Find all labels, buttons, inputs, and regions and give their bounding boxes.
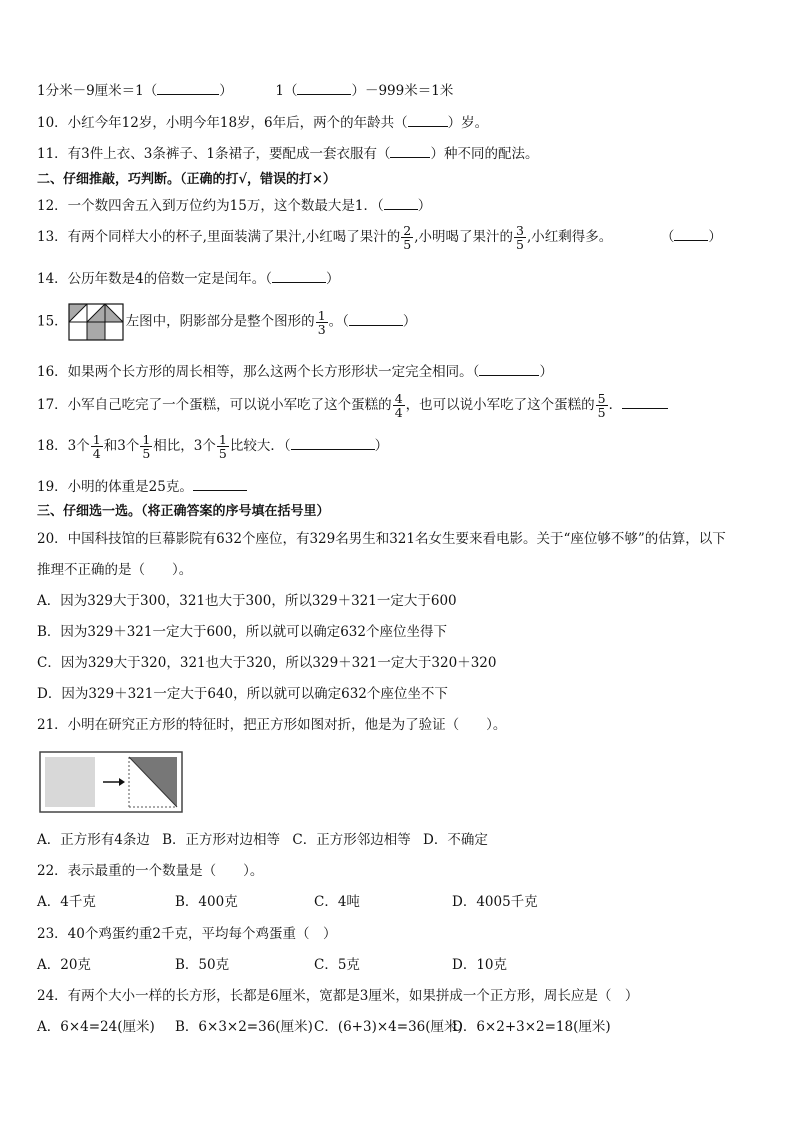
answer-blank[interactable]: [674, 228, 708, 241]
option-b[interactable]: B．6×3×2=36(厘米): [175, 1019, 313, 1035]
question-17: [37, 392, 668, 419]
answer-blank[interactable]: [297, 82, 351, 95]
question-21: 21．小明在研究正方形的特征时，把正方形如图对折，他是为了验证（ ）。: [37, 717, 507, 733]
q15-text: 左图中，阴影部分是整个图形的: [125, 313, 315, 330]
q17-text-a: 17．小军自己吃完了一个蛋糕，可以说小军吃了这个蛋糕的: [37, 397, 392, 413]
q13-text-b: ,小明喝了果汁的: [414, 229, 514, 245]
q13-paren-end: ）: [708, 229, 722, 245]
q12-end: ）: [417, 198, 432, 214]
q10-end: ）岁。: [447, 115, 489, 131]
fraction: $\frac{3}{5}$: [516, 223, 524, 252]
answer-blank[interactable]: [291, 437, 375, 450]
option-d[interactable]: D．10克: [452, 957, 508, 973]
q9-part1-end: ）: [219, 83, 233, 99]
q16-end: ）: [539, 364, 553, 380]
q17-text-c: ．: [608, 397, 623, 413]
option-c[interactable]: C．4吨: [314, 894, 360, 910]
q16-text: 16．如果两个长方形的周长相等，那么这两个长方形形状一定完全相同。（: [37, 364, 480, 380]
option-d[interactable]: D．因为329＋321一定大于640，所以就可以确定632个座位坐不下: [37, 686, 448, 702]
q9-part2: 1（: [275, 83, 298, 99]
answer-blank[interactable]: [479, 363, 539, 376]
question-11: [37, 145, 538, 163]
q13-text-a: 13．有两个同样大小的杯子,里面装满了果汁,小红喝了果汁的: [37, 229, 401, 245]
fraction: $\frac{4}{4}$: [394, 391, 403, 420]
q14-text: 14．公历年数是4的倍数一定是闰年。（: [37, 271, 273, 287]
option-a[interactable]: A．因为329大于300，321也大于300，所以329＋321一定大于600: [37, 593, 457, 609]
q15-end: ）: [402, 313, 417, 330]
option-c[interactable]: C．正方形邻边相等: [292, 832, 411, 848]
q13-text-c: ,小红剩得多。: [526, 229, 613, 245]
q11-text: 11．有3件上衣、3条裤子、1条裙子，要配成一套衣服有（: [37, 146, 391, 162]
option-b[interactable]: B．50克: [175, 957, 230, 973]
option-c[interactable]: C．5克: [314, 957, 360, 973]
question-24: 24．有两个大小一样的长方形，长都是6厘米，宽都是3厘米，如果拼成一个正方形，周长应是（ ）: [37, 988, 639, 1004]
q18-text-b: 和3个: [103, 438, 140, 454]
option-a[interactable]: A．6×4=24(厘米): [37, 1019, 155, 1035]
section-3-heading: 三、仔细选一选。（将正确答案的序号填在括号里）: [37, 504, 330, 519]
answer-blank[interactable]: [408, 114, 448, 127]
question-16: [37, 363, 553, 381]
question-20-line-2: 推理不正确的是（ ）。: [37, 562, 193, 578]
answer-blank[interactable]: [272, 270, 326, 283]
answer-blank[interactable]: [390, 145, 430, 158]
option-a[interactable]: A．正方形有4条边: [37, 832, 150, 848]
option-c[interactable]: C．因为329大于320，321也大于320，所以329＋321一定大于320＋320: [37, 655, 497, 671]
fraction: $\frac{1}{5}$: [218, 432, 227, 461]
fraction: $\frac{2}{5}$: [403, 223, 412, 252]
answer-blank[interactable]: [384, 197, 418, 210]
question-10: [37, 114, 488, 132]
q12-text: 12．一个数四舍五入到万位约为15万，这个数最大是1．（: [37, 198, 384, 214]
q15-number: 15．: [37, 313, 68, 330]
option-a[interactable]: A．20克: [37, 957, 91, 973]
q11-end: ）种不同的配法。: [430, 146, 539, 162]
option-b[interactable]: B．因为329＋321一定大于600，所以就可以确定632个座位坐得下: [37, 624, 447, 640]
q15-paren: 。（: [328, 313, 349, 330]
option-b[interactable]: B．正方形对边相等: [162, 832, 281, 848]
question-13: [37, 224, 722, 251]
option-d[interactable]: D．不确定: [423, 832, 488, 848]
section-2-heading: 二、仔细推敲，巧判断。（正确的打√，错误的打×）: [37, 172, 336, 187]
q17-text-b: ，也可以说小军吃了这个蛋糕的: [405, 397, 595, 413]
q13-paren: （: [660, 229, 675, 245]
question-19: [37, 478, 247, 496]
q18-text-a: 18．3个: [37, 438, 90, 454]
question-12: [37, 197, 431, 215]
question-21-options: [37, 831, 488, 849]
question-15: [37, 303, 416, 341]
square-folding-figure: [39, 751, 183, 813]
question-14: [37, 270, 340, 288]
option-c[interactable]: C．(6+3)×4=36(厘米): [314, 1019, 463, 1035]
fraction: $\frac{5}{5}$: [597, 391, 606, 420]
answer-blank[interactable]: [622, 396, 668, 409]
fraction: $\frac{1}{5}$: [142, 432, 151, 461]
q18-end: ）: [374, 438, 389, 454]
answer-blank[interactable]: [157, 82, 219, 95]
answer-blank[interactable]: [349, 313, 403, 326]
shaded-squares-figure: [68, 303, 126, 341]
q9-part1: 1分米－9厘米＝1（: [37, 83, 158, 99]
option-d[interactable]: D．4005千克: [452, 894, 538, 910]
answer-blank[interactable]: [193, 478, 247, 491]
option-d[interactable]: D．6×2+3×2=18(厘米): [452, 1019, 611, 1035]
question-18: [37, 433, 388, 460]
option-b[interactable]: B．400克: [175, 894, 238, 910]
q19-text: 19．小明的体重是25克。: [37, 479, 193, 495]
question-22: 22．表示最重的一个数量是（ ）。: [37, 863, 264, 879]
fraction: $\frac{1}{3}$: [317, 307, 326, 337]
question-9-line: [37, 82, 453, 100]
q10-text: 10．小红今年12岁，小明今年18岁，6年后，两个的年龄共（: [37, 115, 408, 131]
q18-text-d: 比较大．（: [229, 438, 291, 454]
option-a[interactable]: A．4千克: [37, 894, 96, 910]
q9-part2-end: ）－999米＝1米: [351, 83, 454, 99]
question-20-line-1: 20．中国科技馆的巨幕影院有632个座位，有329名男生和321名女生要来看电影。关于“座位够不够”的估算，以下: [37, 531, 726, 547]
q18-text-c: 相比，3个: [153, 438, 216, 454]
question-23: 23．40个鸡蛋约重2千克，平均每个鸡蛋重（ ）: [37, 926, 337, 942]
fraction: $\frac{1}{4}$: [92, 432, 101, 461]
q14-end: ）: [326, 271, 340, 287]
